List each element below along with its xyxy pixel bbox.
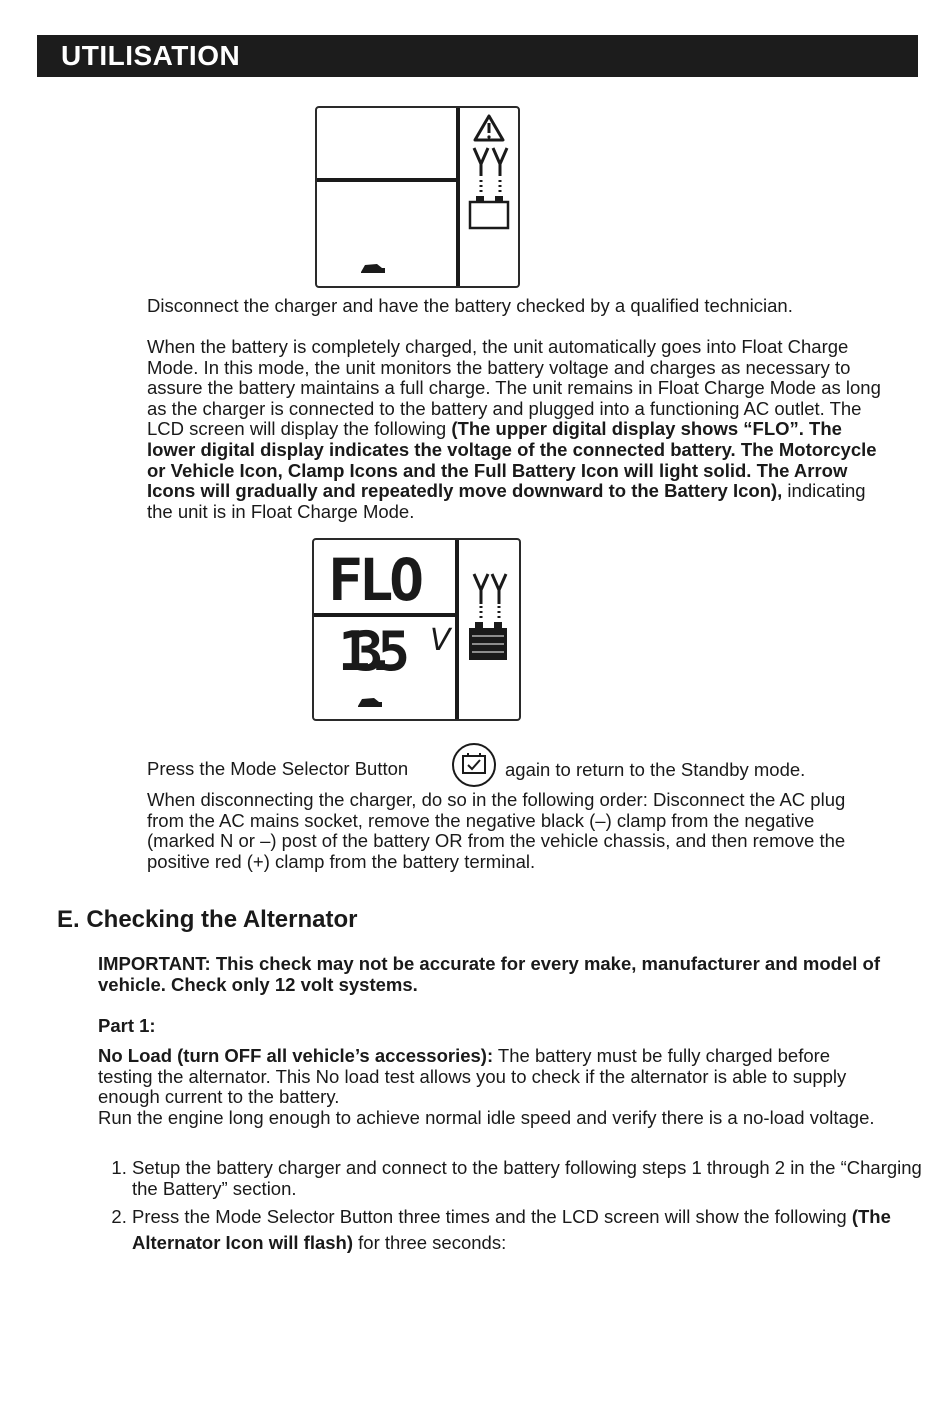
clamp-icons xyxy=(474,574,506,618)
press-text-after: again to return to the Standby mode. xyxy=(505,759,806,780)
lcd-upper-readout: FLO xyxy=(328,546,424,614)
warning-icon xyxy=(475,116,503,140)
no-load-paragraph xyxy=(98,1046,888,1128)
step-1: 1. Setup the battery charger and connect to the battery following steps 1 through 2 in the “Charging the Battery” section. xyxy=(132,1158,922,1199)
mode-selector-button-icon xyxy=(452,743,496,787)
float-text-bold: (The upper digital display shows “FLO”. The lower digital display indicates the voltage of the connected battery. The Motorcycle or Vehicle Icon, Clamp Icons and the Full Battery Icon will light solid. The Arrow Icons will gradually and repeatedly move downward to the Battery Icon), xyxy=(147,418,877,502)
press-mode-paragraph xyxy=(147,759,447,780)
lcd-lower-readout: 13.5 xyxy=(338,620,410,683)
disconnecting-paragraph: When disconnecting the charger, do so in the following order: Disconnect the AC plug from the AC mains socket, remove the negative black (–) clamp from the negative (marked N or –) post of the battery OR from the vehicle chassis, and then remove the positive red (+) clamp from the battery terminal. xyxy=(147,789,846,872)
step-2 xyxy=(132,1204,922,1256)
no-load-heading: No Load (turn OFF all vehicle’s accessories): xyxy=(98,1045,494,1066)
run-engine-text: Run the engine long enough to achieve normal idle speed and verify there is a no-load voltage. xyxy=(98,1106,875,1128)
clamp-icons xyxy=(474,148,507,192)
step-2-text-before: Press the Mode Selector Button three times and the LCD screen will show the following xyxy=(132,1206,852,1228)
vehicle-icon xyxy=(358,698,382,707)
vehicle-icon xyxy=(361,264,385,273)
step-2-text-bold: (The Alternator Icon will flash) xyxy=(132,1206,891,1254)
lcd-float-display xyxy=(312,538,521,721)
press-mode-after xyxy=(505,760,895,781)
battery-full-icon xyxy=(469,622,507,660)
section-header-title: UTILISATION xyxy=(61,40,241,71)
important-note: IMPORTANT: This check may not be accurate for every make, manufacturer and model of vehicle. Check only 12 volt systems. xyxy=(98,953,881,995)
battery-empty-icon xyxy=(470,196,508,228)
float-text-1: When the battery is completely charged, the unit automatically goes into Float Charge Mode. In this mode, the unit monitors the battery voltage and charges as necessary to assure the battery maintains a full charge. The unit remains in Float Charge Mode as long as the charger is connected to the battery and plugged into a functioning AC outlet. The LCD screen will display the following xyxy=(147,336,881,440)
step-2-text-after: for three seconds: xyxy=(353,1232,507,1254)
section-header xyxy=(37,35,918,77)
section-e-title: E. Checking the Alternator xyxy=(57,906,358,933)
lcd-fault-display xyxy=(315,106,520,288)
alternator-steps xyxy=(98,1158,922,1261)
lcd-unit: V xyxy=(430,623,451,658)
part-label: Part 1: xyxy=(98,1015,156,1036)
float-mode-paragraph xyxy=(147,337,889,522)
float-text-2: indicating the unit is in Float Charge Mode. xyxy=(147,480,866,522)
disconnect-paragraph: Disconnect the charger and have the battery checked by a qualified technician. xyxy=(147,295,793,316)
press-text-before: Press the Mode Selector Button xyxy=(147,758,409,779)
no-load-text: The battery must be fully charged before testing the alternator. This No load test allows you to check if the alternator is able to supply enough current to the battery. xyxy=(98,1045,847,1108)
